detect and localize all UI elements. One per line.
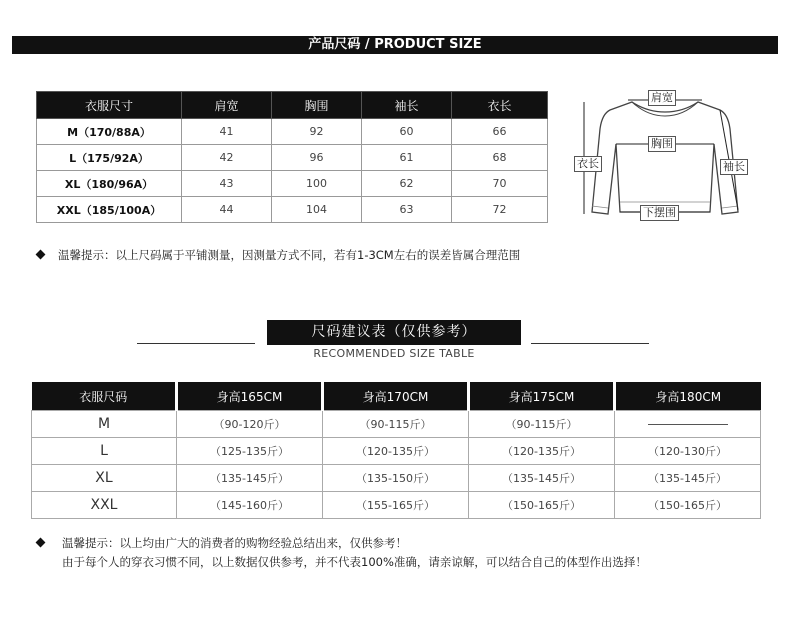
- column-header: 身高175CM: [469, 382, 615, 411]
- table-cell: 72: [452, 197, 548, 223]
- table-cell: （120-135斤）: [469, 438, 615, 465]
- recommend-note-line2: 由于每个人的穿衣习惯不同，以上数据仅供参考，并不代表100%准确，请亲谅解，可以结合自己的体型作出选择！: [62, 555, 647, 569]
- table-cell: 62: [362, 171, 452, 197]
- size-cell: XL: [32, 465, 177, 492]
- column-header: 胸围: [272, 92, 362, 119]
- recommend-header-row: [32, 382, 761, 411]
- size-table-header-row: [37, 92, 548, 119]
- size-cell: M: [32, 411, 177, 438]
- recommend-note-line1: 温馨提示：以上均由广大的消费者的购物经验总结出来，仅供参考！: [62, 536, 407, 550]
- table-cell: 60: [362, 119, 452, 145]
- table-cell: （135-145斤）: [177, 465, 323, 492]
- table-cell: 100: [272, 171, 362, 197]
- table-cell: （150-165斤）: [615, 492, 761, 519]
- table-cell: 92: [272, 119, 362, 145]
- table-cell: （135-145斤）: [469, 465, 615, 492]
- table-cell: 41: [182, 119, 272, 145]
- divider: [531, 343, 649, 344]
- table-cell: （90-115斤）: [323, 411, 469, 438]
- table-row: [32, 465, 761, 492]
- table-cell: 44: [182, 197, 272, 223]
- table-cell: 66: [452, 119, 548, 145]
- table-cell: （120-135斤）: [323, 438, 469, 465]
- table-row: [32, 438, 761, 465]
- table-cell: 43: [182, 171, 272, 197]
- chest-label: 胸围: [648, 136, 676, 152]
- column-header: 衣服尺码: [32, 382, 177, 411]
- size-table: [36, 91, 548, 223]
- recommend-table: [31, 382, 761, 519]
- recommend-title: 尺码建议表（仅供参考）: [267, 320, 521, 345]
- divider: [137, 343, 255, 344]
- size-cell: L: [32, 438, 177, 465]
- column-header: 袖长: [362, 92, 452, 119]
- table-cell: 104: [272, 197, 362, 223]
- size-cell: XXL（185/100A）: [37, 197, 182, 223]
- column-header: 衣服尺寸: [37, 92, 182, 119]
- table-cell: （135-150斤）: [323, 465, 469, 492]
- table-cell: （90-115斤）: [469, 411, 615, 438]
- table-cell: （145-160斤）: [177, 492, 323, 519]
- table-cell: （155-165斤）: [323, 492, 469, 519]
- size-cell: XL（180/96A）: [37, 171, 182, 197]
- table-cell: 70: [452, 171, 548, 197]
- length-label: 衣长: [574, 156, 602, 172]
- size-cell: M（170/88A）: [37, 119, 182, 145]
- table-row: [37, 197, 548, 223]
- table-cell: （135-145斤）: [615, 465, 761, 492]
- table-row: [32, 411, 761, 438]
- table-row: [32, 492, 761, 519]
- table-cell: （150-165斤）: [469, 492, 615, 519]
- table-cell: （125-135斤）: [177, 438, 323, 465]
- hem-label: 下摆围: [640, 205, 679, 221]
- table-cell: 61: [362, 145, 452, 171]
- table-cell: 63: [362, 197, 452, 223]
- column-header: 身高165CM: [177, 382, 323, 411]
- dash-line: [648, 424, 728, 425]
- table-cell: （90-120斤）: [177, 411, 323, 438]
- empty-cell: [615, 411, 761, 438]
- table-cell: 68: [452, 145, 548, 171]
- bullet-icon: [36, 250, 46, 260]
- column-header: 肩宽: [182, 92, 272, 119]
- bullet-icon: [36, 538, 46, 548]
- table-row: [37, 119, 548, 145]
- table-cell: （120-130斤）: [615, 438, 761, 465]
- shoulder-label: 肩宽: [648, 90, 676, 106]
- recommend-subtitle: RECOMMENDED SIZE TABLE: [313, 347, 475, 360]
- table-cell: 96: [272, 145, 362, 171]
- column-header: 衣长: [452, 92, 548, 119]
- table-row: [37, 171, 548, 197]
- sleeve-label: 袖长: [720, 159, 748, 175]
- product-size-header: 产品尺码 / PRODUCT SIZE: [12, 36, 778, 54]
- garment-measurement-diagram: [570, 84, 760, 226]
- column-header: 身高180CM: [615, 382, 761, 411]
- column-header: 身高170CM: [323, 382, 469, 411]
- measurement-note: 温馨提示：以上尺码属于平铺测量，因测量方式不同，若有1-3CM左右的误差皆属合理范围: [58, 248, 521, 262]
- table-row: [37, 145, 548, 171]
- table-cell: 42: [182, 145, 272, 171]
- size-cell: XXL: [32, 492, 177, 519]
- size-cell: L（175/92A）: [37, 145, 182, 171]
